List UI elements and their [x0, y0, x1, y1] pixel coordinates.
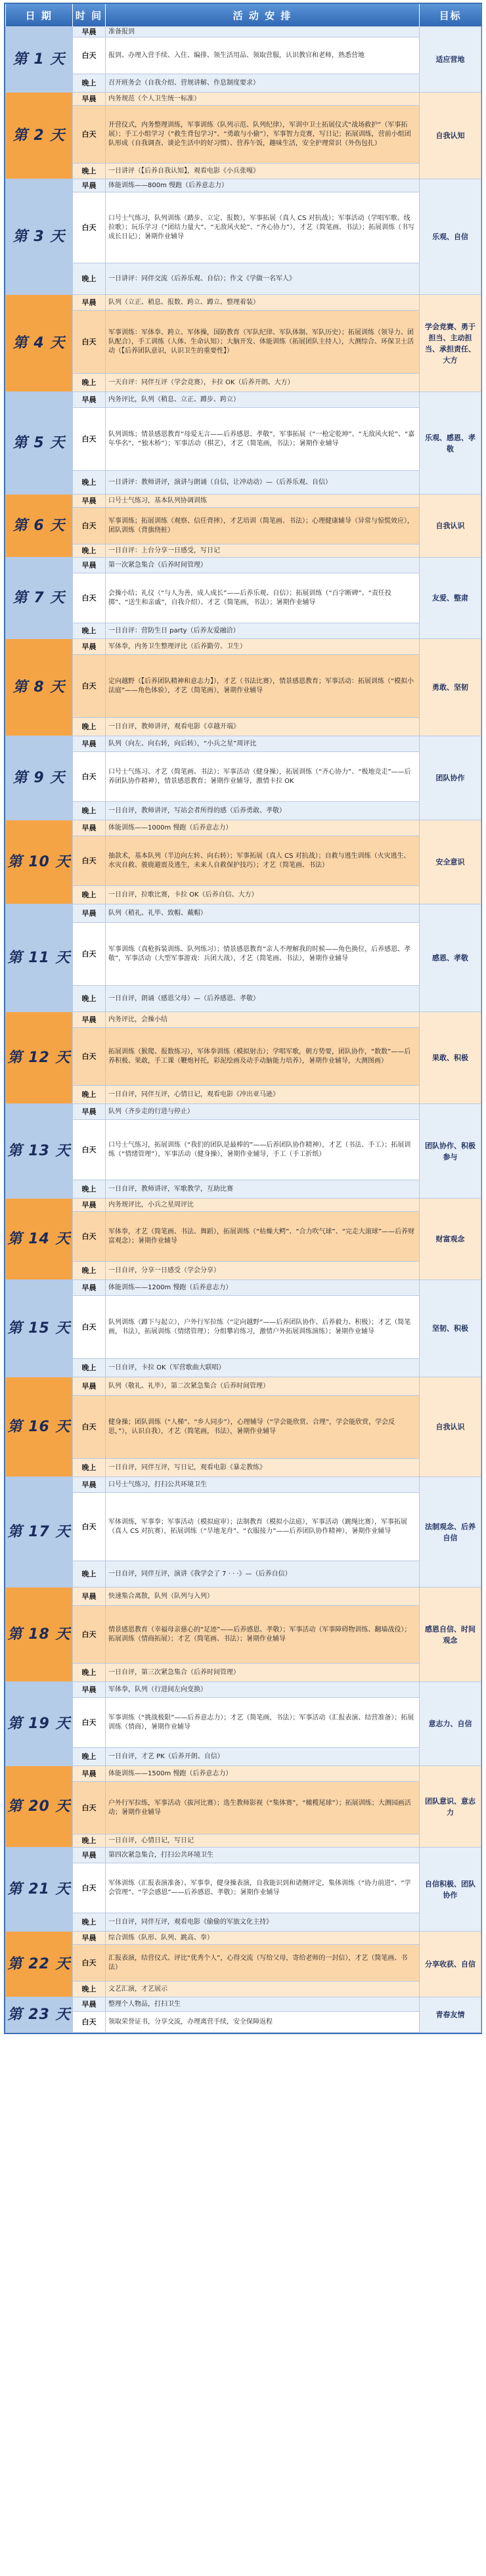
activity-cell: 一日自评，同伴互评，演讲《我学会了 7 · · ·》—（后养自信） — [106, 1561, 420, 1588]
period-cell: 白天 — [73, 1120, 106, 1180]
activity-cell: 快速集合离散，队列（队列与入列） — [106, 1588, 420, 1606]
goal-cell: 学会竞赛、勇于担当、主动担当、承担责任、大方 — [420, 295, 481, 392]
activity-cell: 口号士气练习，基本队列协调训练 — [106, 495, 420, 508]
activity-cell: 军事训练（“挑战极限”——后养意志力）；才艺（简笔画，书法）；军事活动（汇报表演、结营准备）；拓展训练（情商），暑期作业辅导 — [106, 1698, 420, 1748]
goal-cell: 感恩自信、时间观念 — [420, 1588, 481, 1682]
day-label: 第 22 天 — [6, 1932, 73, 1997]
goal-cell: 自我认识 — [420, 495, 481, 558]
day-row — [6, 1782, 481, 1834]
schedule-table — [5, 4, 481, 2033]
period-cell: 白天 — [73, 573, 106, 623]
day-row — [6, 1493, 481, 1561]
day-row — [6, 1748, 481, 1766]
day-row — [6, 1296, 481, 1359]
day-row — [6, 923, 481, 986]
goal-cell: 乐观、感恩、孝敬 — [420, 392, 481, 495]
period-cell: 白天 — [73, 2012, 106, 2033]
activity-cell: 定向越野（【后养团队精神和意志力】），才艺（书法比赛），情景感恩教育；军事活动：拓展训练（“模拟小法庭”——角色体验），才艺（简笔画），暑期作业辅导 — [106, 655, 420, 718]
day-row — [6, 1682, 481, 1698]
period-cell: 晚上 — [73, 1180, 106, 1199]
period-cell: 晚上 — [73, 1459, 106, 1477]
period-cell: 白天 — [73, 192, 106, 263]
activity-cell: 口号士气练习、才艺（简笔画、书法）；军事活动（健身操），拓展训练（“齐心协力”、“极地竞走”——后养团队协作精神），情景感恩教育；暑期作业辅导，激情卡拉 OK — [106, 752, 420, 802]
day-row — [6, 1262, 481, 1280]
goal-cell: 团队协作 — [420, 736, 481, 820]
activity-cell: 口号士气练习，队列训练（踏步、立定、报数），军事拓展（真人 CS 对抗战）；军事活动（学唱军歌、线拉歌）；玩乐学习（“团结力量大”、“无敌风火轮”、“齐心协力”），才艺（简笔画、书法）；拓展训练（书写成长日记）；暑期作业辅导 — [106, 192, 420, 263]
activity-cell: 体能训练——1000m 慢跑（后养意志力） — [106, 820, 420, 836]
period-cell: 早晨 — [73, 904, 106, 923]
period-cell: 晚上 — [73, 374, 106, 392]
day-row — [6, 263, 481, 295]
activity-cell: 一日讲评（【后养自我认知】，观看电影《小兵张嘎》 — [106, 164, 420, 179]
day-label: 第 14 天 — [6, 1199, 73, 1280]
day-label: 第 4 天 — [6, 295, 73, 392]
activity-cell: 内务规范（个人卫生统一标准） — [106, 93, 420, 106]
activity-cell: 一日自评，同伴互评，心情日记，观看电影《冲出亚马逊》 — [106, 1086, 420, 1104]
day-row — [6, 1199, 481, 1212]
day-row — [6, 1086, 481, 1104]
goal-cell: 坚韧、积极 — [420, 1280, 481, 1377]
period-cell: 白天 — [73, 1296, 106, 1359]
activity-cell: 口号士气练习，拓展训练（“我们的团队是最棒的”——后养团队协作精神），才艺（书法、手工）；拓展训练（“情绪管理”），军事活动（健身操），暑期作业辅导，手工（手工折纸） — [106, 1120, 420, 1180]
activity-cell: 队列（立正、稍息、报数、跨立、蹲立、整理着装） — [106, 295, 420, 311]
day-label: 第 17 天 — [6, 1477, 73, 1588]
activity-cell: 军体拳，才艺（简笔画、书法、舞蹈），拓展训练（“枯燥大鳄”、“合力吹气球”、“完走大滚球”——后养财富观念）；暑期作业辅导 — [106, 1212, 420, 1262]
day-row — [6, 558, 481, 573]
activity-cell: 健身操；团队训练（“人梯”、“乡人同步”），心理辅导（“学会能欣赏、合理”，学会能欣赏，学会反思，”），认识自我），才艺（简笔画，书法），暑期作业辅导 — [106, 1396, 420, 1459]
period-cell: 白天 — [73, 1212, 106, 1262]
day-row — [6, 2012, 481, 2033]
period-cell: 白天 — [73, 1782, 106, 1834]
goal-cell: 法制观念、后养自信 — [420, 1477, 481, 1588]
day-row — [6, 1212, 481, 1262]
period-cell: 白天 — [73, 408, 106, 471]
activity-cell: 第一次紧急集合（后养时间管理） — [106, 558, 420, 573]
activity-cell: 准备报到 — [106, 27, 420, 37]
header-activity: 活 动 安 排 — [106, 4, 420, 27]
day-row — [6, 820, 481, 836]
activity-cell: 一日自评，才艺 PK（后养开朗、自信） — [106, 1748, 420, 1766]
day-label: 第 12 天 — [6, 1012, 73, 1104]
period-cell: 晚上 — [73, 164, 106, 179]
day-row — [6, 655, 481, 718]
activity-cell: 拓展训练（猴爬、报数练习），军体拳训练（模拟射击）；学唱军歌，朝方势要，团队协作，“数数”——后养积极、果敢，手工课（鞭炮衬托，彩泥绘画及动手动脑能力培养），暑期作业辅导，大测图画） — [106, 1028, 420, 1086]
activity-cell: 一日自评，同伴互评，写日记，观看电影《暴走教练》 — [106, 1459, 420, 1477]
period-cell: 白天 — [73, 311, 106, 374]
period-cell: 晚上 — [73, 623, 106, 639]
activity-cell: 整理个人物品，打扫卫生 — [106, 1997, 420, 2012]
period-cell: 白天 — [73, 752, 106, 802]
period-cell: 早晨 — [73, 27, 106, 37]
day-row — [6, 408, 481, 471]
activity-cell: 户外行军拉练，军事活动（拔河比赛）；选生教师影视（“集体赛”，“橄榄尾球”）；拓展训练；大测园画活动；暑期作业辅导 — [106, 1782, 420, 1834]
activity-cell: 一日讲评：教师讲评，演讲与朗诵（自信，让冲动动）—（后养乐观、自信） — [106, 471, 420, 495]
period-cell: 早晨 — [73, 639, 106, 655]
day-label: 第 20 天 — [6, 1766, 73, 1848]
goal-cell: 果敢、积极 — [420, 1012, 481, 1104]
day-row — [6, 1180, 481, 1199]
period-cell: 早晨 — [73, 1997, 106, 2012]
goal-cell: 团队意识、意志力 — [420, 1766, 481, 1848]
period-cell: 早晨 — [73, 1588, 106, 1606]
activity-cell: 体能训练——1500m 慢跑（后养意志力） — [106, 1766, 420, 1782]
activity-cell: 抽款术，基本队列（半边向左转、向右转）；军事拓展（真人 CS 对抗战）；自救与逃生训练（火灾逃生、水灾自救、骏鹿避震及逃生，未来人自救保护技巧）；才艺（简笔画、书法） — [106, 836, 420, 886]
day-row — [6, 27, 481, 37]
day-row — [6, 374, 481, 392]
period-cell: 早晨 — [73, 1199, 106, 1212]
activity-cell: 军体训练，军事拳；军事活动（模拟庭审）；法制教育（模拟小法庭），军事活动（跳绳比赛），军事拓展（真人 CS 对抗赛），拓展训练（“旱地龙舟”、“衣服接力”——后养团队协作精神），暑期作业辅导 — [106, 1493, 420, 1561]
day-label: 第 18 天 — [6, 1588, 73, 1682]
header-row — [6, 4, 481, 27]
day-row — [6, 1459, 481, 1477]
day-row — [6, 1766, 481, 1782]
day-row — [6, 508, 481, 544]
day-label: 第 8 天 — [6, 639, 73, 736]
period-cell: 早晨 — [73, 736, 106, 752]
period-cell: 晚上 — [73, 471, 106, 495]
goal-cell: 财富观念 — [420, 1199, 481, 1280]
activity-cell: 体能训练——1200m 慢跑（后养意志力） — [106, 1280, 420, 1296]
period-cell: 晚上 — [73, 74, 106, 93]
period-cell: 晚上 — [73, 1834, 106, 1848]
period-cell: 晚上 — [73, 1262, 106, 1280]
activity-cell: 队列训练（蹲下与起立），户外行军拉练（“定向越野”——后养团队协作、后养毅力、积极）；才艺（简笔画，书法），拓展训练（情绪管理）；分组攀岩练习，激情户外拓展训练演练）；暑期作业辅导 — [106, 1296, 420, 1359]
activity-cell: 报到、办理入营手续、入住、编排、领生活用品、领取营服，认识教官和老师，熟悉营地 — [106, 37, 420, 74]
goal-cell: 勇敢、坚韧 — [420, 639, 481, 736]
period-cell: 早晨 — [73, 179, 106, 192]
activity-cell: 内务评比，队列（稍息、立正、蹲步、跨立） — [106, 392, 420, 408]
period-cell: 早晨 — [73, 295, 106, 311]
day-row — [6, 295, 481, 311]
activity-cell: 汇报表演，结营仪式、评比“优秀个人”，心得交流（写给父母，寄给老师的一封信），才艺（简笔画、书法） — [106, 1945, 420, 1982]
activity-cell: 综合训练（队形、队列、跳高、拳） — [106, 1932, 420, 1945]
day-row — [6, 1913, 481, 1932]
activity-cell: 召开班务会（自我介绍、营规讲解、作息制度要求） — [106, 74, 420, 93]
activity-cell: 军事训练：军体拳、跨立、军体操，国防教育（军队纪律、军队体制、军队历史）；拓展训练（领导力、团队配合），手工训练（人体、生命认知）；大脑开发、体能训练（拓展团队主持人），大测综合、环保卫士活动（【后养团队意识，认识卫生的重要性】） — [106, 311, 420, 374]
day-label: 第 15 天 — [6, 1280, 73, 1377]
day-row — [6, 1377, 481, 1396]
period-cell: 早晨 — [73, 1377, 106, 1396]
day-row — [6, 495, 481, 508]
day-row — [6, 1848, 481, 1863]
day-row — [6, 1104, 481, 1120]
period-cell: 白天 — [73, 1606, 106, 1664]
activity-cell: 一日自评，教师讲评，观看电影《卓越开端》 — [106, 718, 420, 736]
activity-cell: 一日自评，分享一日感受（学会分享） — [106, 1262, 420, 1280]
day-row — [6, 392, 481, 408]
schedule-body — [6, 27, 481, 2033]
day-row — [6, 37, 481, 74]
activity-cell: 内务规评比，小兵之星周评比 — [106, 1199, 420, 1212]
period-cell: 白天 — [73, 1863, 106, 1913]
day-row — [6, 1280, 481, 1296]
goal-cell: 感恩、孝敬 — [420, 904, 481, 1012]
day-row — [6, 736, 481, 752]
header-period: 时 间 — [73, 4, 106, 27]
day-label: 第 6 天 — [6, 495, 73, 558]
activity-cell: 军体拳，内务卫生整理评比（后养勤劳、卫生） — [106, 639, 420, 655]
period-cell: 早晨 — [73, 1682, 106, 1698]
day-label: 第 9 天 — [6, 736, 73, 820]
day-row — [6, 1834, 481, 1848]
day-row — [6, 986, 481, 1012]
activity-cell: 一日自评，第三次紧急集合（后养时间管理） — [106, 1664, 420, 1682]
activity-cell: 情景感恩教育（幸福母亲慈心的“足迹”——后养感恩、孝敬）；军事活动（军事障碍物训练、翻墙战役）；拓展训练（情商拓展）；才艺（简笔画、书法）；暑期作业辅导 — [106, 1606, 420, 1664]
goal-cell: 青春友情 — [420, 1997, 481, 2033]
day-row — [6, 1698, 481, 1748]
day-row — [6, 1606, 481, 1664]
day-label: 第 3 天 — [6, 179, 73, 295]
period-cell: 白天 — [73, 655, 106, 718]
day-label: 第 11 天 — [6, 904, 73, 1012]
day-label: 第 10 天 — [6, 820, 73, 904]
period-cell: 晚上 — [73, 986, 106, 1012]
day-row — [6, 802, 481, 820]
day-label: 第 5 天 — [6, 392, 73, 495]
activity-cell: 队列训练；情景感恩教育“母爱无言——后养感恩、孝敬”，军事拓展（“一枪定乾坤”、“无敌风火轮”、“嘉年华名”、“独木桥”）；军事活动（棋艺），才艺（简笔画，书法）；暑期作业辅导 — [106, 408, 420, 471]
period-cell: 晚上 — [73, 1982, 106, 1997]
period-cell: 晚上 — [73, 544, 106, 558]
period-cell: 早晨 — [73, 558, 106, 573]
goal-cell: 自信积极、团队协作 — [420, 1848, 481, 1932]
goal-cell: 意志力、自信 — [420, 1682, 481, 1766]
day-row — [6, 74, 481, 93]
day-row — [6, 192, 481, 263]
day-row — [6, 573, 481, 623]
period-cell: 白天 — [73, 1396, 106, 1459]
activity-cell: 一日自评，教师讲评，军歌教学，互助比赛 — [106, 1180, 420, 1199]
day-label: 第 16 天 — [6, 1377, 73, 1477]
day-row — [6, 1012, 481, 1028]
period-cell: 晚上 — [73, 1913, 106, 1932]
activity-cell: 一日自评，朗诵（感恩父母）—（后养感恩、孝敬） — [106, 986, 420, 1012]
period-cell: 白天 — [73, 106, 106, 164]
day-row — [6, 1588, 481, 1606]
period-cell: 白天 — [73, 836, 106, 886]
period-cell: 早晨 — [73, 820, 106, 836]
activity-cell: 军事训练（真枪拆装训练、队列练习）；情景感恩教育“亲人不理解我的时候——角色换位，后养感恩、孝敬”，军事活动（大型军事游戏：兵团大战），才艺（简笔画、书法），暑期作业辅导 — [106, 923, 420, 986]
period-cell: 晚上 — [73, 1748, 106, 1766]
day-label: 第 23 天 — [6, 1997, 73, 2033]
activity-cell: 一日自评，同伴互评，观看电影《偷偷的军旅文化主持》 — [106, 1913, 420, 1932]
day-row — [6, 1982, 481, 1997]
goal-cell: 适应营地 — [420, 27, 481, 93]
day-row — [6, 1997, 481, 2012]
day-row — [6, 1477, 481, 1493]
day-row — [6, 639, 481, 655]
activity-cell: 第四次紧急集合，打扫公共环境卫生 — [106, 1848, 420, 1863]
day-row — [6, 1561, 481, 1588]
activity-cell: 体能训练——800m 慢跑（后养意志力） — [106, 179, 420, 192]
period-cell: 白天 — [73, 1028, 106, 1086]
activity-cell: 军事训练；拓展训练（观察、信任背摔），才艺培训（简笔画、书法）；心理健康辅导（异常与惊慌效应），团队训练（背旗绕桩） — [106, 508, 420, 544]
day-row — [6, 836, 481, 886]
day-row — [6, 179, 481, 192]
day-row — [6, 311, 481, 374]
day-label: 第 7 天 — [6, 558, 73, 639]
period-cell: 晚上 — [73, 263, 106, 295]
period-cell: 早晨 — [73, 392, 106, 408]
period-cell: 早晨 — [73, 1932, 106, 1945]
day-label: 第 13 天 — [6, 1104, 73, 1199]
activity-cell: 队列（敬礼、礼毕），第二次紧急集合（后养时间管理） — [106, 1377, 420, 1396]
period-cell: 早晨 — [73, 1766, 106, 1782]
period-cell: 白天 — [73, 1698, 106, 1748]
goal-cell: 自我认识 — [420, 1377, 481, 1477]
day-row — [6, 1120, 481, 1180]
activity-cell: 领取荣誉证书，分享交流，办理离营手续，安全保障返程 — [106, 2012, 420, 2033]
activity-cell: 队列（稍礼、礼毕、致帽、戴帽） — [106, 904, 420, 923]
activity-cell: 会操小结；礼仪（“与人为善，成人成长”——后养乐观、自信）；拓展训练（“百字断碑”、“责任投掷”、“送生和亲戚”，自我介绍）、才艺（简笔画，书法）；暑期作业辅导 — [106, 573, 420, 623]
day-row — [6, 1932, 481, 1945]
day-row — [6, 886, 481, 904]
period-cell: 晚上 — [73, 718, 106, 736]
day-row — [6, 93, 481, 106]
period-cell: 晚上 — [73, 802, 106, 820]
day-row — [6, 471, 481, 495]
goal-cell: 团队协作、积极参与 — [420, 1104, 481, 1199]
day-row — [6, 1396, 481, 1459]
activity-cell: 队列（齐步走的行进与停止） — [106, 1104, 420, 1120]
day-row — [6, 544, 481, 558]
day-row — [6, 904, 481, 923]
activity-cell: 一日讲评：同伴交流（后养乐观、自信）；作文《学做一名军人》 — [106, 263, 420, 295]
period-cell: 早晨 — [73, 1477, 106, 1493]
activity-cell: 内务评比，会操小结 — [106, 1012, 420, 1028]
activity-cell: 一日自评：营防生日 party（后养友爱融洽） — [106, 623, 420, 639]
activity-cell: 队列（向左、向右转，向后转），“小兵之星”周评比 — [106, 736, 420, 752]
activity-cell: 文艺汇演，才艺展示 — [106, 1982, 420, 1997]
day-row — [6, 106, 481, 164]
period-cell: 白天 — [73, 37, 106, 74]
period-cell: 晚上 — [73, 1664, 106, 1682]
day-row — [6, 164, 481, 179]
day-label: 第 1 天 — [6, 27, 73, 93]
period-cell: 白天 — [73, 923, 106, 986]
day-row — [6, 1945, 481, 1982]
day-row — [6, 623, 481, 639]
activity-cell: 军体拳，队列（行进间左向变换） — [106, 1682, 420, 1698]
header-day: 日 期 — [6, 4, 73, 27]
activity-cell: 一日自评，教师讲评，写站会者所得的感（后养勇敢、孝敬） — [106, 802, 420, 820]
goal-cell: 分享收获、自信 — [420, 1932, 481, 1997]
activity-cell: 军体训练（汇报表演准备）、军事拳，健身操表演，自我能识到和诸侧评定，集体训练（“协力前进”、“学会管理”、“学会感恩”——后养感恩、孝敬）；暑期作业辅导 — [106, 1863, 420, 1913]
day-row — [6, 1863, 481, 1913]
period-cell: 早晨 — [73, 1848, 106, 1863]
period-cell: 晚上 — [73, 1359, 106, 1377]
activity-cell: 开营仪式，内务整理训练，军事训练（队列示范、队列纪律），军训中卫士拓展仪式“战场救护”（军事拓展）；手工小组学习（“救生背包学习”、“勇敢与小偷”），军事智力竞赛，写日记；拓展训练，营前小组团队形成（自我调查、谈论生活中的好习惯）、营养午饭，趣味生活，安全护理常识（外伤包扎） — [106, 106, 420, 164]
day-label: 第 2 天 — [6, 93, 73, 179]
goal-cell: 友爱、整肃 — [420, 558, 481, 639]
period-cell: 白天 — [73, 1493, 106, 1561]
day-row — [6, 1028, 481, 1086]
activity-cell: 一日自评，拉歌比赛，卡拉 OK（后养自信、大方） — [106, 886, 420, 904]
day-label: 第 19 天 — [6, 1682, 73, 1766]
activity-cell: 一日自评，心情日记，写日记 — [106, 1834, 420, 1848]
activity-cell: 一天自评：同伴互评（学会竞赛），卡拉 OK（后养开朗、大方） — [106, 374, 420, 392]
period-cell: 白天 — [73, 508, 106, 544]
goal-cell: 安全意识 — [420, 820, 481, 904]
period-cell: 白天 — [73, 1945, 106, 1982]
header-goal: 目标 — [420, 4, 481, 27]
period-cell: 早晨 — [73, 1104, 106, 1120]
period-cell: 早晨 — [73, 1280, 106, 1296]
day-row — [6, 718, 481, 736]
period-cell: 晚上 — [73, 886, 106, 904]
activity-cell: 一日自评：上台分享一日感受，写日记 — [106, 544, 420, 558]
activity-cell: 口号士气练习，打扫公共环境卫生 — [106, 1477, 420, 1493]
goal-cell: 自我认知 — [420, 93, 481, 179]
period-cell: 早晨 — [73, 1012, 106, 1028]
activity-cell: 一日自评，卡拉 OK（军营歌曲大联唱） — [106, 1359, 420, 1377]
schedule-sheet — [4, 3, 482, 2034]
period-cell: 晚上 — [73, 1561, 106, 1588]
day-row — [6, 752, 481, 802]
period-cell: 早晨 — [73, 93, 106, 106]
period-cell: 晚上 — [73, 1086, 106, 1104]
day-label: 第 21 天 — [6, 1848, 73, 1932]
day-row — [6, 1359, 481, 1377]
goal-cell: 乐观、自信 — [420, 179, 481, 295]
period-cell: 早晨 — [73, 495, 106, 508]
day-row — [6, 1664, 481, 1682]
